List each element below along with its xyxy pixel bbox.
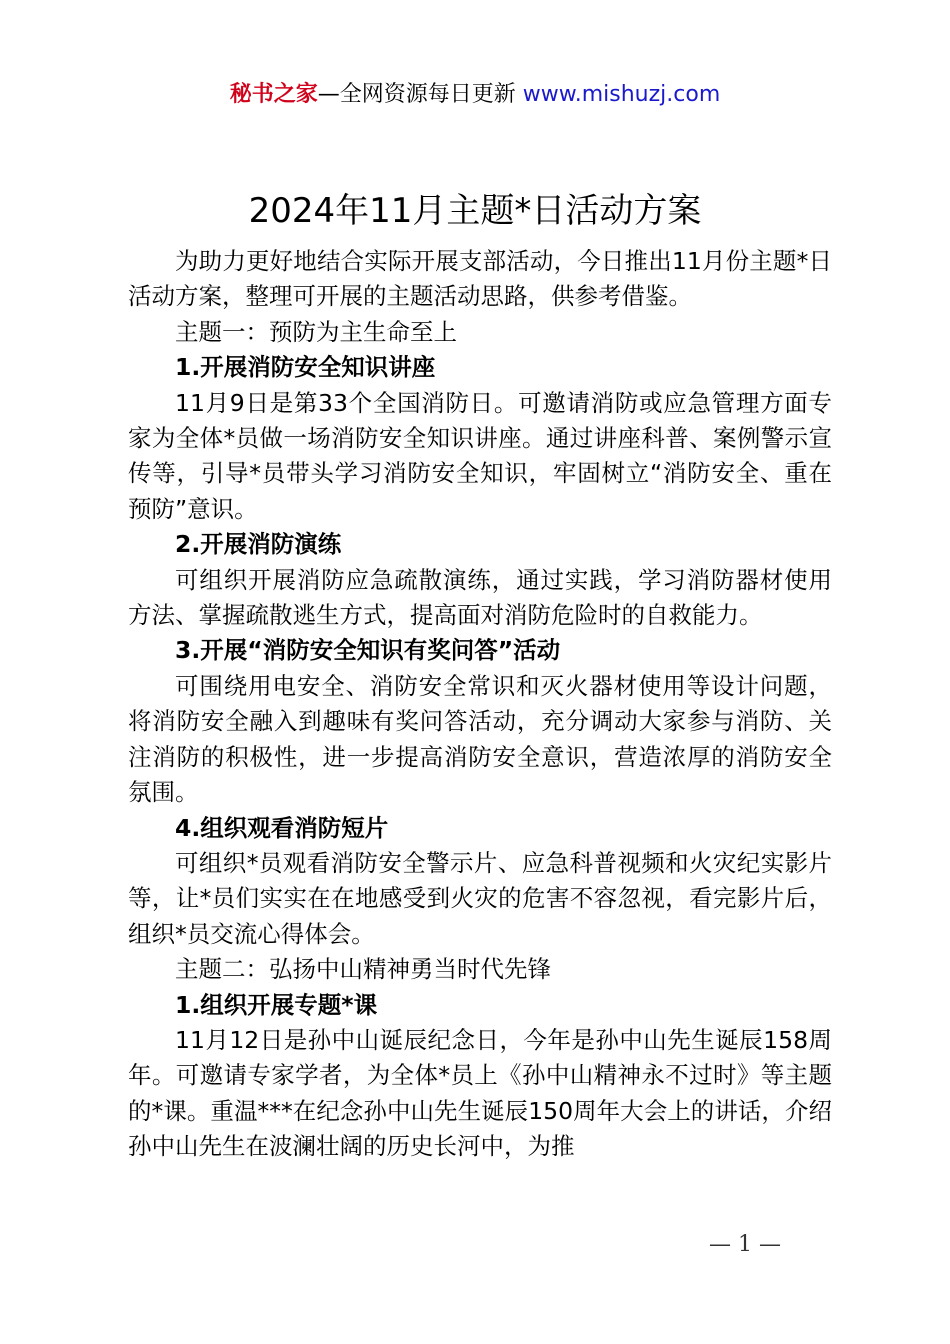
section-heading: 2.开展消防演练	[175, 530, 342, 559]
document-title: 2024年11月主题*日活动方案	[248, 191, 702, 231]
page-number: — 1 —	[709, 1232, 781, 1257]
body-paragraph: 可组织开展消防应急疏散演练，通过实践，学习消防器材使用方法、掌握疏散逃生方式，提高面对消防危险时的自救能力。	[128, 565, 832, 630]
body-paragraph: 可组织*员观看消防安全警示片、应急科普视频和火灾纪实影片等，让*员们实实在在地感受到火灾的危害不容忽视，看完影片后，组织*员交流心得体会。	[128, 848, 832, 948]
section-heading: 3.开展“消防安全知识有奖问答”活动	[175, 636, 561, 665]
section-heading: 1.开展消防安全知识讲座	[175, 353, 436, 382]
body-paragraph: 为助力更好地结合实际开展支部活动，今日推出11月份主题*日活动方案，整理可开展的主题活动思路，供参考借鉴。	[128, 247, 832, 311]
body-paragraph: 可围绕用电安全、消防安全常识和灭火器材使用等设计问题，将消防安全融入到趣味有奖问答活动，充分调动大家参与消防、关注消防的积极性，进一步提高消防安全意识，营造浓厚的消防安全氛围。	[128, 671, 832, 807]
header-tagline: —全网资源每日更新	[317, 82, 523, 107]
brand-name: 秘书之家	[229, 82, 318, 107]
body-paragraph: 11月9日是第33个全国消防日。可邀请消防或应急管理方面专家为全体*员做一场消防安全知识讲座。通过讲座科普、案例警示宣传等，引导*员带头学习消防安全知识，牢固树立“消防安全、重在预防”意识。	[128, 388, 832, 523]
site-url: www.mishuzj.com	[522, 82, 721, 107]
section-heading: 4.组织观看消防短片	[175, 813, 389, 842]
site-watermark-header	[0, 78, 950, 112]
document-body	[128, 244, 832, 1165]
section-heading: 1.组织开展专题*课	[175, 990, 378, 1019]
body-paragraph: 主题二：弘扬中山精神勇当时代先锋	[175, 955, 551, 984]
body-paragraph: 11月12日是孙中山诞辰纪念日，今年是孙中山先生诞辰158周年。可邀请专家学者，为全体*员上《孙中山精神永不过时》等主题的*课。重温***在纪念孙中山先生诞辰150周年大会上的讲话，介绍孙中山先生在波澜壮阔的历史长河中，为推	[128, 1025, 832, 1161]
body-paragraph: 主题一：预防为主生命至上	[175, 317, 457, 346]
